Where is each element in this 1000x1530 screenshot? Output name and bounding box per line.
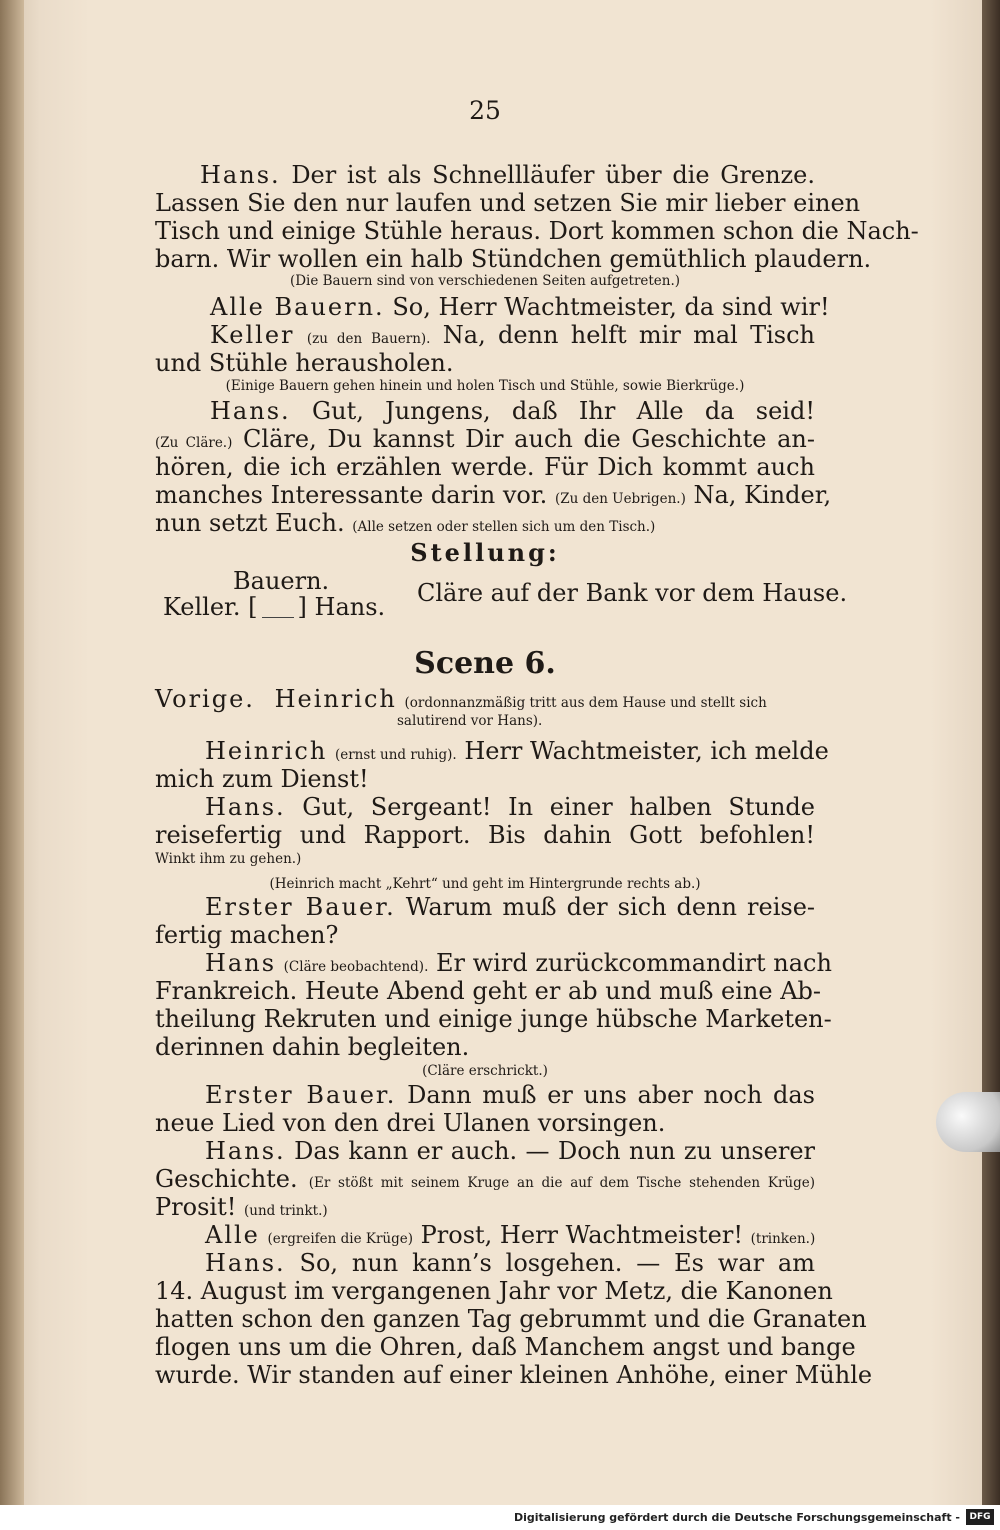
dialogue-text: So, nun kann’s losgehen. — Es war am [299, 1249, 816, 1277]
text-line [155, 792, 815, 822]
page-clip [936, 1092, 1000, 1152]
text-line: und Stühle herausholen. [155, 349, 454, 377]
dialogue-text: Warum muß der sich denn reise- [405, 893, 816, 921]
text-line: reisefertig und Rapport. Bis dahin Gott befohlen! [155, 821, 815, 849]
text-line: fertig machen? [155, 921, 339, 949]
dialogue-text: Cläre, Du kannst Dir auch die Geschichte an- [243, 425, 815, 453]
dialogue-text: Herr Wachtmeister, ich melde [464, 737, 829, 765]
speaker-name: Vorige. [155, 685, 255, 713]
stage-direction: (Die Bauern sind von verschiedenen Seiten aufgetreten.) [289, 273, 681, 289]
page-edge [982, 0, 1000, 1505]
dfg-logo-icon: DFG [966, 1509, 994, 1525]
stage-direction: (Zu Cläre.) [155, 435, 233, 451]
dialogue-text: Dann muß er uns aber noch das [407, 1081, 815, 1109]
stage-direction: (Einige Bauern gehen hinein und holen Tisch und Stühle, sowie Bierkrüge.) [225, 378, 745, 394]
stellung-heading: Stellung: [410, 538, 560, 567]
dialogue-text: So, Herr Wachtmeister, da sind wir! [392, 293, 830, 321]
scene-title: Scene 6. [414, 646, 556, 681]
page-gutter [0, 0, 24, 1505]
dialogue-text: Prosit! [155, 1193, 237, 1221]
dialogue-text: Geschichte. [155, 1165, 298, 1193]
text-line [155, 892, 815, 922]
stage-direction: (Cläre erschrickt.) [422, 1063, 548, 1079]
text-line [155, 160, 815, 190]
stage-diagram-row: Keller. [ ] Hans. [163, 593, 386, 621]
dialogue-text: Gut, Jungens, daß Ihr Alle da seid! [311, 397, 815, 425]
stage-diagram-hans: Hans. [314, 593, 386, 621]
text-line [155, 508, 815, 542]
speaker-name: Alle [205, 1221, 260, 1249]
text-line: wurde. Wir standen auf einer kleinen Anhöhe, einer Mühle [155, 1361, 873, 1389]
speaker-name: Heinrich [205, 737, 328, 765]
dialogue-text: Na, denn helft mir mal Tisch [442, 321, 816, 349]
text-line: barn. Wir wollen ein halb Stündchen gemüthlich plaudern. [155, 245, 872, 273]
text-line [155, 1136, 815, 1166]
page-number: 25 [469, 96, 501, 125]
stage-direction: (trinken.) [750, 1231, 816, 1247]
text-line: Tisch und einige Stühle heraus. Dort kommen schon die Nach- [155, 217, 919, 245]
speaker-name: Hans [205, 949, 277, 977]
text-line [155, 1248, 815, 1278]
speaker-name: Hans. [205, 793, 286, 821]
stage-direction: (Cläre beobachtend). [283, 959, 429, 975]
stage-direction: (ordonnanzmäßig tritt aus dem Hause und stellt sich [404, 695, 767, 711]
stage-direction: Winkt ihm zu gehen.) [155, 851, 302, 867]
stage-direction: salutirend vor Hans). [397, 713, 543, 729]
text-line: 14. August im vergangenen Jahr vor Metz, die Kanonen [155, 1277, 833, 1305]
text-line: flogen uns um die Ohren, daß Manchem angst und bange [155, 1333, 856, 1361]
stage-direction: (Heinrich macht „Kehrt“ und geht im Hintergrunde rechts ab.) [269, 876, 701, 892]
text-line [155, 1080, 815, 1110]
stage-direction: (und trinkt.) [244, 1203, 328, 1219]
text-line [155, 292, 830, 322]
dialogue-text: manches Interessante darin vor. [155, 481, 548, 509]
stage-direction: (Er stößt mit seinem Kruge an die auf dem Tische stehenden Krüge) [308, 1175, 815, 1191]
stage-direction: (ernst und ruhig). [334, 747, 457, 763]
speaker-name: Alle Bauern. [210, 293, 385, 321]
text-line: Frankreich. Heute Abend geht er ab und muß eine Ab- [155, 977, 822, 1005]
stage-direction: (ergreifen die Krüge) [267, 1231, 413, 1247]
text-line: derinnen dahin begleiten. [155, 1033, 470, 1061]
text-line: neue Lied von den drei Ulanen vorsingen. [155, 1109, 666, 1137]
dialogue-text: Der ist als Schnellläufer über die Grenze. [291, 161, 815, 189]
speaker-name: Keller [210, 321, 295, 349]
text-line: mich zum Dienst! [155, 765, 369, 793]
speaker-name: Heinrich [274, 685, 397, 713]
dialogue-text: Das kann er auch. — Doch nun zu unserer [294, 1137, 815, 1165]
stage-diagram-bauern: Bauern. [233, 567, 330, 595]
text-line: theilung Rekruten und einige junge hübsche Marketen- [155, 1005, 832, 1033]
speaker-name: Hans. [200, 161, 281, 189]
speaker-name: Erster Bauer. [205, 1081, 397, 1109]
speaker-name: Erster Bauer. [205, 893, 396, 921]
text-line [155, 396, 815, 426]
stage-diagram-keller: Keller. [163, 593, 241, 621]
footer-credit: Digitalisierung gefördert durch die Deutsche Forschungsgemeinschaft - [513, 1511, 960, 1524]
speaker-name: Hans. [210, 397, 291, 425]
stage-diagram-claere: Cläre auf der Bank vor dem Hause. [417, 579, 848, 607]
stage-direction: (Zu den Uebrigen.) [554, 491, 686, 507]
text-line: hatten schon den ganzen Tag gebrummt und die Granaten [155, 1305, 867, 1333]
stage-direction: (Alle setzen oder stellen sich um den Tisch.) [352, 519, 656, 535]
text-line: Lassen Sie den nur laufen und setzen Sie mir lieber einen [155, 189, 861, 217]
dialogue-text: Gut, Sergeant! In einer halben Stunde [302, 793, 815, 821]
text-line: hören, die ich erzählen werde. Für Dich kommt auch [155, 453, 815, 481]
dialogue-text: nun setzt Euch. [155, 509, 345, 537]
table-symbol [262, 597, 294, 618]
dialogue-text: Na, Kinder, [693, 481, 832, 509]
dialogue-text: Er wird zurückcommandirt nach [436, 949, 832, 977]
digitization-footer [0, 1505, 1000, 1530]
speaker-name: Hans. [205, 1249, 286, 1277]
speaker-name: Hans. [205, 1137, 286, 1165]
stage-direction: (zu den Bauern). [306, 331, 431, 347]
dialogue-text: Prost, Herr Wachtmeister! [420, 1221, 743, 1249]
